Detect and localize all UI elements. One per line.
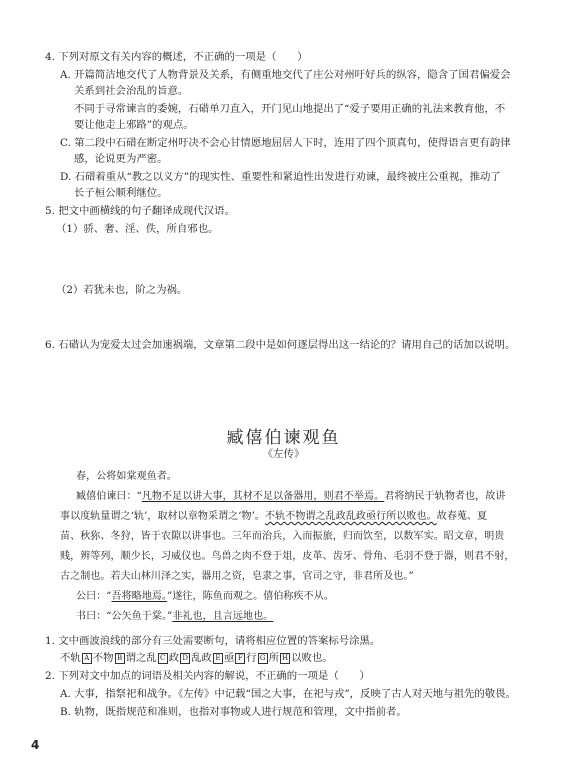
- q4-stem: 4. 下列对原文有关内容的概述，不正确的一项是（ ）: [45, 51, 308, 63]
- q4-option-b-line2: 要让他走上邪路”的观点。: [74, 119, 194, 131]
- q4-option-a-line1: A. 开篇简洁地交代了人物背景及关系，有侧重地交代了庄公对州吁好兵的纵容，隐含了国君偏爱会: [60, 69, 511, 81]
- answer-box-f[interactable]: F: [235, 653, 245, 664]
- passage-source: 《左传》: [262, 448, 305, 460]
- passage-line-8: 书曰：“公矢鱼于棠。”非礼也，且言远地也。: [76, 611, 274, 622]
- answer-text-segment: 以败也。: [291, 652, 333, 664]
- q1-stem: 1. 文中画波浪线的部分有三处需要断句，请将相应位置的答案标号涂黑。: [45, 635, 381, 647]
- passage-line-2: 臧僖伯谏曰：“凡物不足以讲大事，其材不足以备器用，则君不举焉。君将纳民于轨物者也，故讲: [76, 491, 506, 502]
- passage-line-4: 苗、秋狝、冬狩，皆于农隙以讲事也。三年而治兵，入而振旅，归而饮至，以数军实。昭文章，明贵: [60, 531, 505, 542]
- q5-stem: 5. 把文中画横线的句子翻译成现代汉语。: [45, 205, 235, 217]
- passage-line-7: 公曰：“吾将略地焉。”遂往，陈鱼而观之。僖伯称疾不从。: [76, 591, 334, 602]
- q1-answer-sequence: [60, 651, 333, 665]
- q5-sentence-2: （2）若犹未也，阶之为祸。: [56, 284, 188, 296]
- answer-text-segment: 政: [168, 652, 180, 664]
- answer-text-segment: 谓之乱: [125, 652, 157, 664]
- q2-option-a: A. 大事，指祭祀和战争。《左传》中记载“国之大事，在祀与戎”，反映了古人对天地与祖先的敬畏。: [60, 688, 516, 700]
- answer-box-a[interactable]: A: [82, 653, 92, 664]
- q2-option-b: B. 轨物，既指规范和准则，也指对事物或人进行规范和管理，文中指前者。: [60, 706, 407, 718]
- passage-title: 臧僖伯谏观鱼: [226, 428, 341, 448]
- passage-line-1: 春，公将如棠观鱼者。: [76, 471, 177, 482]
- underlined-sentence-2: 吾将略地焉。: [111, 591, 168, 602]
- passage-line-6: 古之制也。若夫山林川泽之实，器用之资，皂隶之事，官司之守，非君所及也。”: [60, 571, 414, 582]
- q5-sentence-1: （1）骄、奢、淫、佚，所自邪也。: [56, 223, 219, 235]
- passage-line-3: 事以度轨量谓之‘轨’，取材以章物采谓之‘物’。不轨不物谓之乱政乱政亟行所以败也。故春蒐、夏: [60, 511, 488, 522]
- q4-option-c-line2: 感，论说更为严密。: [74, 153, 168, 165]
- answer-text-segment: 不物: [92, 652, 114, 664]
- answer-text-segment: 乱政: [191, 652, 212, 664]
- q2-stem: 2. 下列对文中加点的词语及相关内容的解说，不正确的一项是（ ）: [45, 670, 370, 682]
- q4-option-d-line1: D. 石碏着重从“教之以义方”的现实性、重要性和紧迫性出发进行劝谏，最终被庄公重视，推动了: [60, 171, 501, 183]
- answer-box-h[interactable]: H: [282, 653, 289, 662]
- answer-box-b[interactable]: B: [115, 653, 125, 664]
- answer-text-segment: 行: [246, 652, 257, 664]
- answer-text-segment: 不轨: [60, 652, 81, 664]
- answer-text-segment: 所: [268, 652, 280, 664]
- answer-box-e[interactable]: E: [213, 653, 223, 664]
- underlined-sentence-1: 凡物不足以讲大事，其材不足以备器用，则君不举焉。: [141, 491, 385, 502]
- answer-text-segment: 亟: [223, 652, 235, 664]
- page-number: 4: [31, 738, 40, 752]
- q4-option-c-line1: C. 第二段中石碏在断定州吁决不会心甘情愿地屈居人下时，连用了四个顶真句，使得语言更有韵律: [60, 137, 511, 149]
- passage-line-5: 贱，辨等列，顺少长，习威仪也。鸟兽之肉不登于俎，皮革、齿牙、骨角、毛羽不登于器，则君不射，: [60, 551, 515, 562]
- answer-box-d[interactable]: D: [180, 653, 190, 664]
- answer-box-g[interactable]: G: [258, 653, 268, 664]
- q4-option-a-line2: 关系到社会治乱的旨意。: [74, 85, 189, 97]
- q4-option-d-line2: 长子桓公顺利继位。: [74, 187, 168, 199]
- wavy-underline-segment: 不轨不物谓之乱政乱政亟行所以败也。: [265, 511, 437, 522]
- q4-option-b-line1: 不同于寻常谏言的委婉，石碏单刀直入，开门见山地提出了“爱子要用正确的礼法来教育他，不: [74, 103, 506, 115]
- underlined-sentence-3: 非礼也，且言远地也。: [172, 611, 274, 622]
- q6-stem: 6. 石碏认为宠爱太过会加速祸端，文章第二段中是如何逐层得出这一结论的？请用自己的话加以说明。: [45, 339, 516, 351]
- answer-box-c[interactable]: C: [158, 653, 168, 664]
